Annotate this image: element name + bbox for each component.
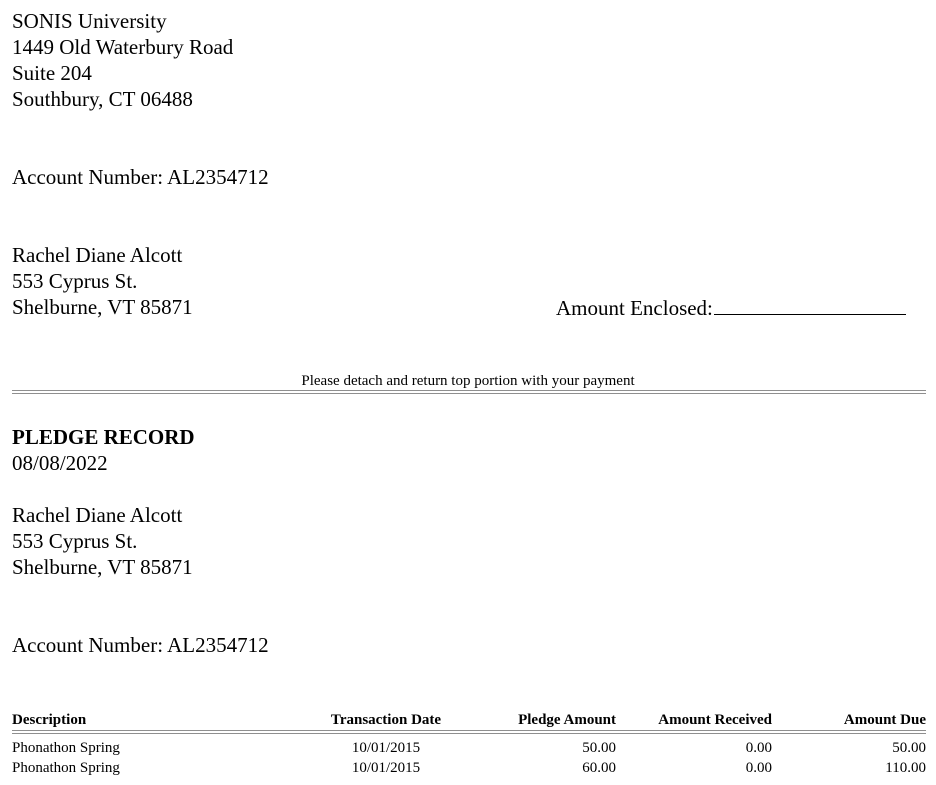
payer-name-top: Rachel Diane Alcott [12, 243, 183, 267]
header-transaction-date: Transaction Date [330, 712, 442, 728]
row-amount-received: 0.00 [745, 740, 772, 756]
amount-enclosed-label: Amount Enclosed: [556, 296, 713, 320]
remit-to-address [12, 8, 233, 112]
header-amount-received: Amount Received [658, 712, 772, 728]
row-transaction-date: 10/01/2015 [351, 740, 421, 756]
ledger-header-row [12, 710, 926, 730]
payer-address-top [12, 242, 193, 320]
account-number-top: Account Number: AL2354712 [12, 165, 269, 189]
header-amount-due: Amount Due [843, 712, 926, 728]
ledger-header-divider [12, 730, 926, 734]
amount-enclosed [556, 294, 906, 321]
row-amount-due: 110.00 [885, 760, 926, 776]
payer-name-bottom: Rachel Diane Alcott [12, 503, 183, 527]
pledge-record-title: PLEDGE RECORD [12, 425, 195, 449]
row-amount-due: 50.00 [892, 740, 926, 756]
table-row [12, 758, 926, 778]
pledge-ledger-table [12, 710, 926, 778]
row-description: Phonathon Spring [12, 740, 120, 756]
payer-city-bottom: Shelburne, VT 85871 [12, 555, 193, 579]
header-description: Description [12, 712, 87, 728]
detach-divider [12, 390, 926, 394]
payer-address-bottom [12, 502, 193, 580]
remit-to-city: Southbury, CT 06488 [12, 87, 193, 111]
header-pledge-amount: Pledge Amount [518, 712, 616, 728]
account-number-bottom: Account Number: AL2354712 [12, 633, 269, 657]
payer-street-top: 553 Cyprus St. [12, 269, 138, 293]
row-pledge-amount: 50.00 [582, 740, 616, 756]
row-amount-received: 0.00 [745, 760, 772, 776]
detach-note: Please detach and return top portion with your payment [301, 373, 635, 389]
row-pledge-amount: 60.00 [582, 760, 616, 776]
payer-street-bottom: 553 Cyprus St. [12, 529, 138, 553]
remit-to-name: SONIS University [12, 9, 167, 33]
row-transaction-date: 10/01/2015 [351, 760, 421, 776]
amount-enclosed-blank-line [714, 294, 906, 315]
remit-to-street: 1449 Old Waterbury Road [12, 35, 234, 59]
table-row [12, 738, 926, 758]
row-description: Phonathon Spring [12, 760, 120, 776]
payer-city-top: Shelburne, VT 85871 [12, 295, 193, 319]
pledge-record-date: 08/08/2022 [12, 451, 108, 475]
remit-to-suite: Suite 204 [12, 61, 92, 85]
